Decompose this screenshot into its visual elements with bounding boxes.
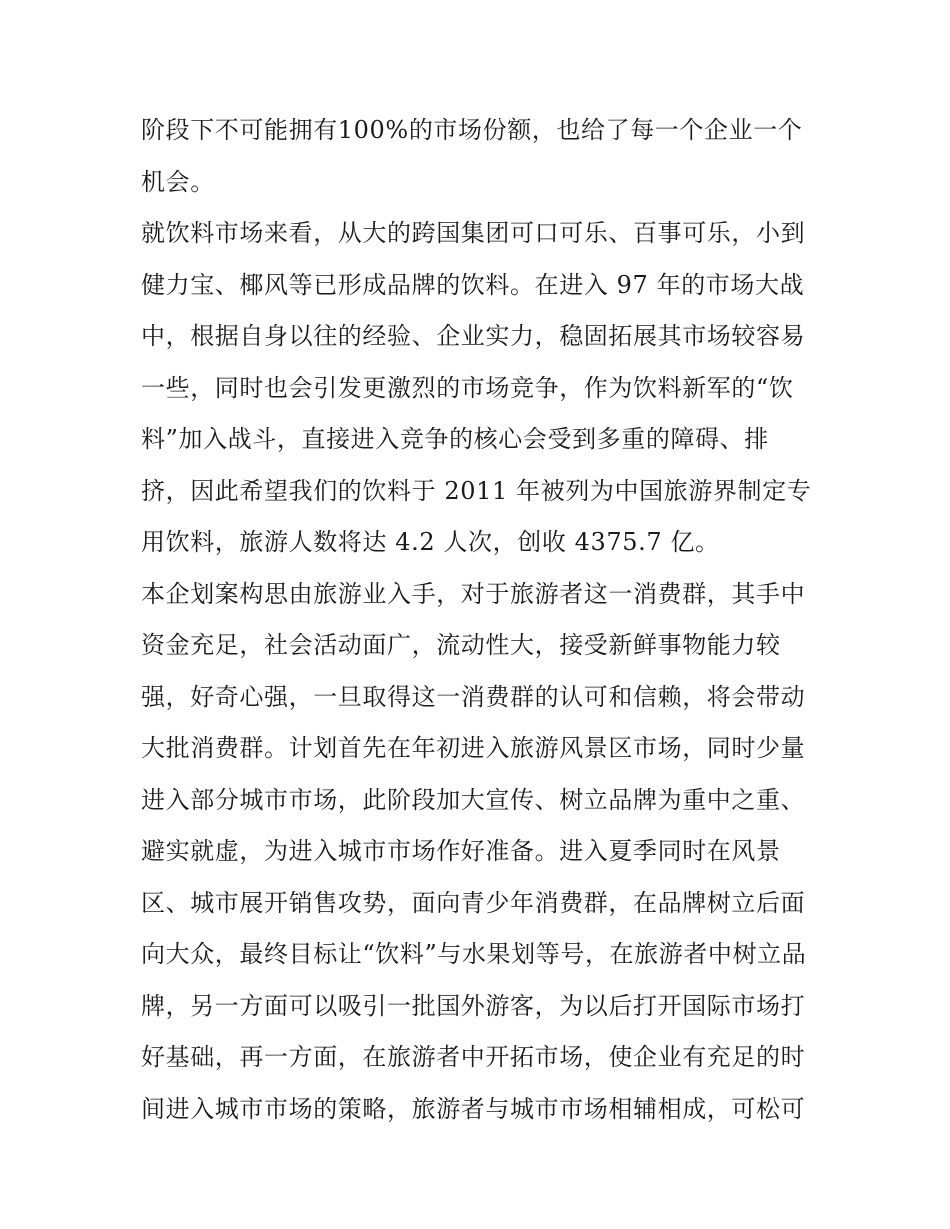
text-line: 间进入城市市场的策略，旅游者与城市市场相辅相成，可松可 <box>141 1094 806 1123</box>
text-line: 机会。 <box>141 167 215 196</box>
text-line: 好基础，再一方面，在旅游者中开拓市场，使企业有充足的时 <box>141 1043 806 1071</box>
text-line: 本企划案构思由旅游业入手，对于旅游者这一消费群，其手中 <box>141 579 806 608</box>
text-line: 就饮料市场来看，从大的跨国集团可口可乐、百事可乐，小到 <box>141 219 806 247</box>
text-line: 用饮料，旅游人数将达 4.2 人次，创收 4375.7 亿。 <box>141 528 720 556</box>
text-line: 阶段下不可能拥有100%的市场份额，也给了每一个企业一个 <box>141 116 803 144</box>
text-line: 一些，同时也会引发更激烈的市场竞争，作为饮料新军的“饮 <box>141 373 794 402</box>
text-line: 挤，因此希望我们的饮料于 2011 年被列为中国旅游界制定专 <box>141 476 812 505</box>
text-line: 牌，另一方面可以吸引一批国外游客，为以后打开国际市场打 <box>141 991 806 1020</box>
text-line: 资金充足，社会活动面广，流动性大，接受新鲜事物能力较 <box>141 631 781 659</box>
text-line: 避实就虚，为进入城市市场作好准备。进入夏季同时在风景 <box>141 837 781 865</box>
text-line: 料”加入战斗，直接进入竞争的核心会受到多重的障碍、排 <box>141 425 769 453</box>
text-line: 强，好奇心强，一旦取得这一消费群的认可和信赖，将会带动 <box>141 682 806 711</box>
text-line: 向大众，最终目标让“饮料”与水果划等号，在旅游者中树立品 <box>141 940 807 968</box>
text-line: 健力宝、椰风等已形成品牌的饮料。在进入 97 年的市场大战 <box>141 270 805 299</box>
text-line: 进入部分城市市场，此阶段加大宣传、树立品牌为重中之重、 <box>141 785 806 814</box>
text-line: 中，根据自身以往的经验、企业实力，稳固拓展其市场较容易 <box>141 322 806 350</box>
text-line: 区、城市展开销售攻势，面向青少年消费群，在品牌树立后面 <box>141 888 806 917</box>
text-line: 大批消费群。计划首先在年初进入旅游风景区市场，同时少量 <box>141 734 806 762</box>
body-text <box>141 105 821 1135</box>
